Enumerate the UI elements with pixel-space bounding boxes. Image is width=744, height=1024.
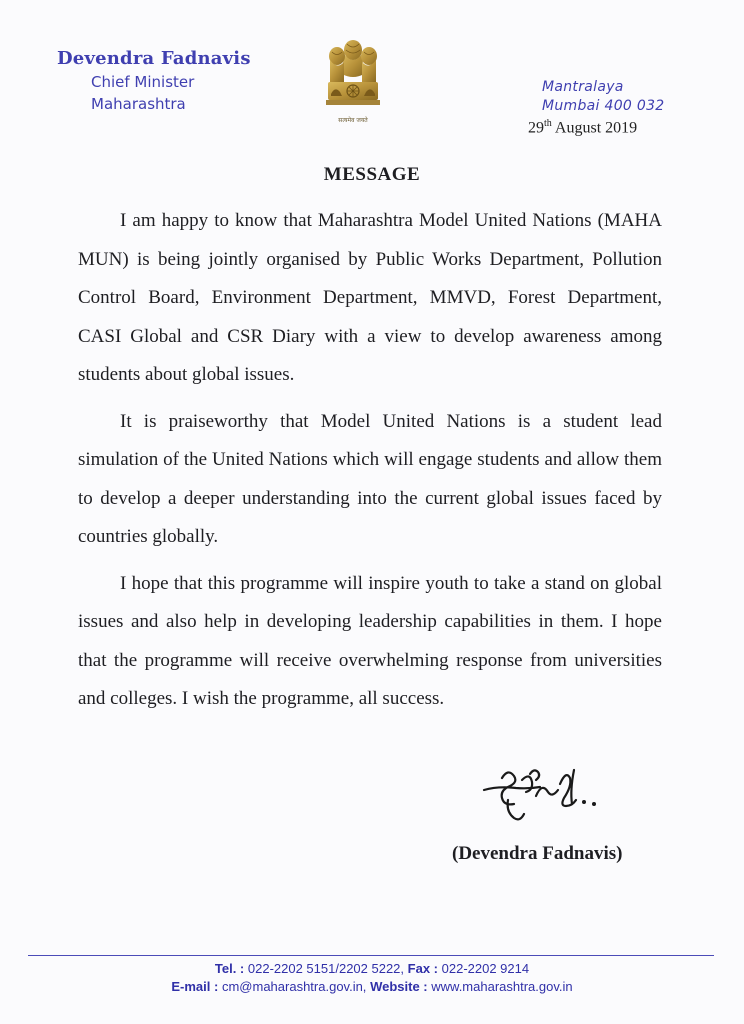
sender-title: Chief Minister [91, 73, 195, 91]
date-day: 29 [528, 119, 544, 137]
tel-value: 022-2202 5151/2202 5222, [247, 961, 405, 976]
signatory-name: (Devendra Fadnavis) [452, 843, 623, 864]
footer-divider [28, 955, 714, 956]
sender-name: Devendra Fadnavis [57, 48, 251, 69]
address-line-2: Mumbai 400 032 [542, 98, 665, 114]
handwritten-signature-icon [478, 760, 613, 830]
emblem-motto: सत्यमेव जयते [338, 117, 368, 124]
footer-web-line [0, 978, 744, 996]
date-suffix: th [544, 118, 552, 129]
tel-label: Tel. : [214, 961, 245, 976]
email-link[interactable]: cm@maharashtra.gov.in, [221, 979, 367, 994]
sender-block [57, 48, 251, 115]
fax-value: 022-2202 9214 [441, 961, 530, 976]
address-line-1: Mantralaya [542, 79, 624, 95]
website-link[interactable]: www.maharashtra.gov.in [431, 979, 573, 994]
message-paragraph-2: It is praiseworthy that Model United Nations is a student lead simulation of the United Nations which will engage students and allow them to develop a deeper understanding into the current global issues faced by countries globally. [78, 410, 662, 547]
ashoka-emblem-icon [322, 36, 384, 126]
email-label: E-mail : [171, 979, 219, 994]
address-block [542, 78, 665, 116]
letter-date [528, 118, 637, 137]
footer-contact [0, 960, 744, 996]
website-label: Website : [370, 979, 428, 994]
fax-label: Fax : [407, 961, 438, 976]
footer-phone-line [0, 960, 744, 978]
message-heading: MESSAGE [323, 164, 421, 185]
date-month-year: August 2019 [554, 119, 638, 137]
message-body [78, 202, 662, 727]
message-paragraph-3: I hope that this programme will inspire youth to take a stand on global issues and also help in developing leadership capabilities in them. I hope that the programme will receive overwhelming response from universities and colleges. I wish the programme, all success. [78, 572, 662, 709]
message-paragraph-1: I am happy to know that Maharashtra Model United Nations (MAHA MUN) is being jointly organised by Public Works Department, Pollution Control Board, Environment Department, MMVD, Forest Department, CASI Global and CSR Diary with a view to develop awareness among students about global issues. [78, 210, 662, 385]
sender-state: Maharashtra [91, 95, 186, 113]
